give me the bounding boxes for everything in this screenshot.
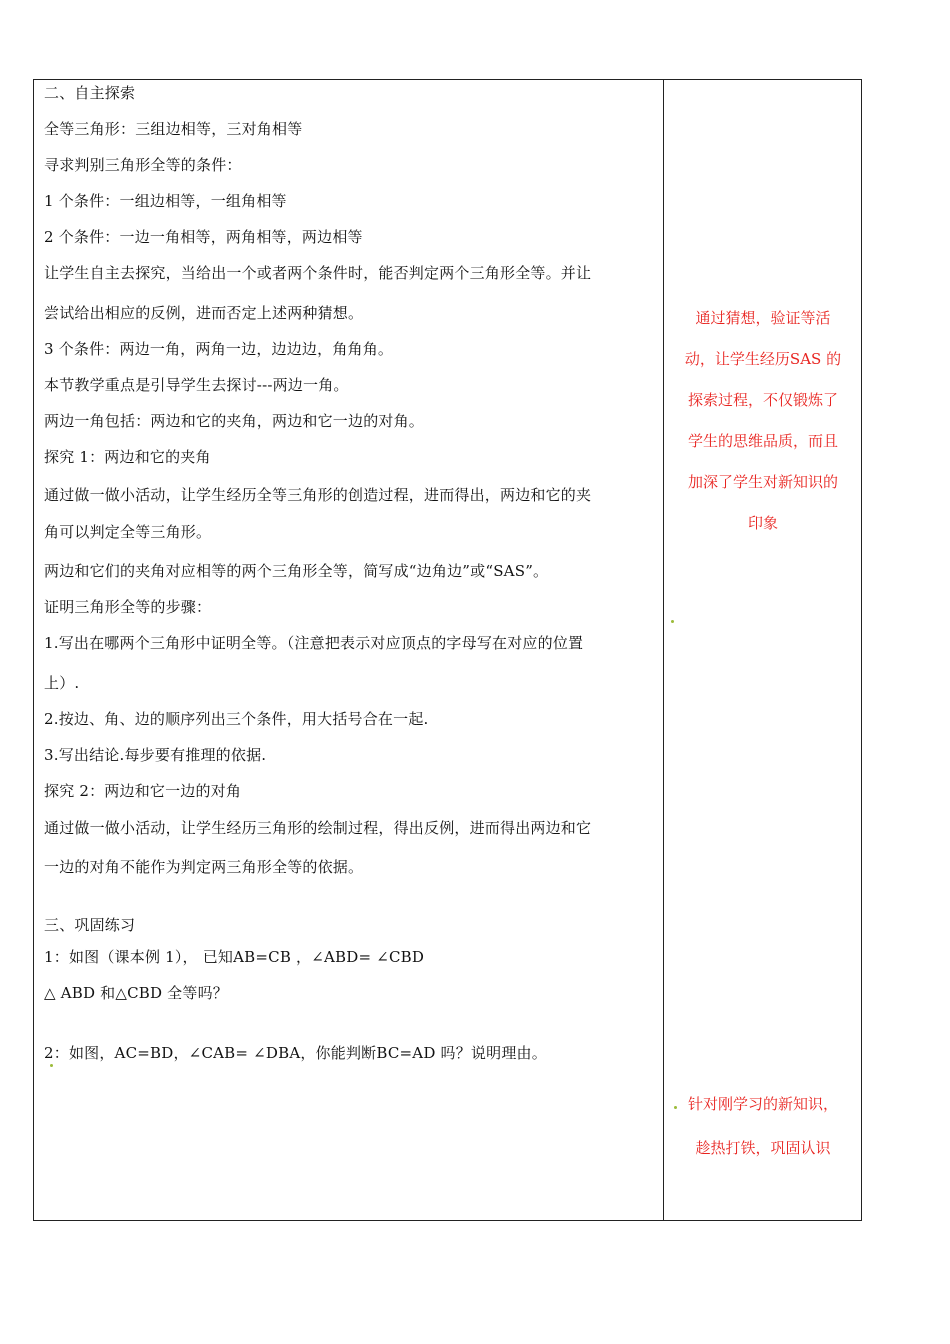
note-1-line: 印象 — [747, 514, 778, 532]
note-1-line: 学生的思维品质，而且 — [687, 432, 838, 450]
note-1-line: 加深了学生对新知识的 — [687, 473, 838, 491]
note-1-line: 探索过程，不仅锻炼了 — [687, 391, 838, 409]
column-divider — [663, 80, 664, 1220]
stray-mark — [50, 1064, 53, 1067]
text-line: 两边和它们的夹角对应相等的两个三角形全等，简写成“边角边”或“SAS”。 — [44, 562, 549, 580]
section-heading-explore: 二、自主探索 — [44, 84, 136, 102]
text-line: 3.写出结论.每步要有推理的依据. — [44, 746, 267, 764]
text-line: 寻求判别三角形全等的条件： — [44, 156, 242, 174]
text-line: 通过做一做小活动，让学生经历三角形的绘制过程，得出反例，进而得出两边和它 — [44, 819, 592, 837]
lesson-plan-table — [33, 79, 862, 1221]
text-line: 两边一角包括：两边和它的夹角，两边和它一边的对角。 — [44, 412, 425, 430]
text-line: 2.按边、角、边的顺序列出三个条件，用大括号合在一起. — [44, 710, 429, 728]
text-line: 本节教学重点是引导学生去探讨---两边一角。 — [44, 376, 349, 394]
text-line: 一边的对角不能作为判定两三角形全等的依据。 — [44, 858, 364, 876]
text-line: 上）. — [44, 674, 80, 692]
text-line: 尝试给出相应的反例，进而否定上述两种猜想。 — [44, 304, 364, 322]
text-line: 全等三角形：三组边相等，三对角相等 — [44, 120, 303, 138]
note-2-line: 针对刚学习的新知识， — [687, 1095, 838, 1113]
text-line: 1.写出在哪两个三角形中证明全等。（注意把表示对应顶点的字母写在对应的位置 — [44, 634, 584, 652]
section-heading-practice: 三、巩固练习 — [44, 916, 136, 934]
text-line: 1 个条件：一组边相等，一组角相等 — [44, 192, 287, 210]
text-line: 让学生自主去探究，当给出一个或者两个条件时，能否判定两个三角形全等。并让 — [44, 264, 592, 282]
text-line: 角可以判定全等三角形。 — [44, 523, 212, 541]
exercise-1-question-cont: △ ABD 和△CBD 全等吗？ — [44, 984, 228, 1002]
note-2-line: 趁热打铁，巩固认识 — [695, 1139, 831, 1157]
stray-mark — [671, 620, 674, 623]
text-line: 3 个条件：两边一角，两角一边，边边边，角角角。 — [44, 340, 394, 358]
subheading-explore-1: 探究 1：两边和它的夹角 — [44, 448, 211, 466]
note-1-line: 动，让学生经历SAS 的 — [684, 350, 842, 368]
text-line: 通过做一做小活动，让学生经历全等三角形的创造过程，进而得出，两边和它的夹 — [44, 486, 592, 504]
exercise-1-question: 1：如图（课本例 1）， 已知AB=CB ，∠ABD= ∠CBD — [44, 948, 425, 966]
text-line: 2 个条件：一边一角相等，两角相等，两边相等 — [44, 228, 363, 246]
text-line: 证明三角形全等的步骤： — [44, 598, 212, 616]
exercise-2-question: 2：如图，AC=BD，∠CAB= ∠DBA，你能判断BC=AD 吗？说明理由。 — [44, 1044, 547, 1062]
stray-mark — [674, 1106, 677, 1109]
subheading-explore-2: 探究 2：两边和它一边的对角 — [44, 782, 242, 800]
note-1-line: 通过猜想，验证等活 — [695, 309, 831, 327]
